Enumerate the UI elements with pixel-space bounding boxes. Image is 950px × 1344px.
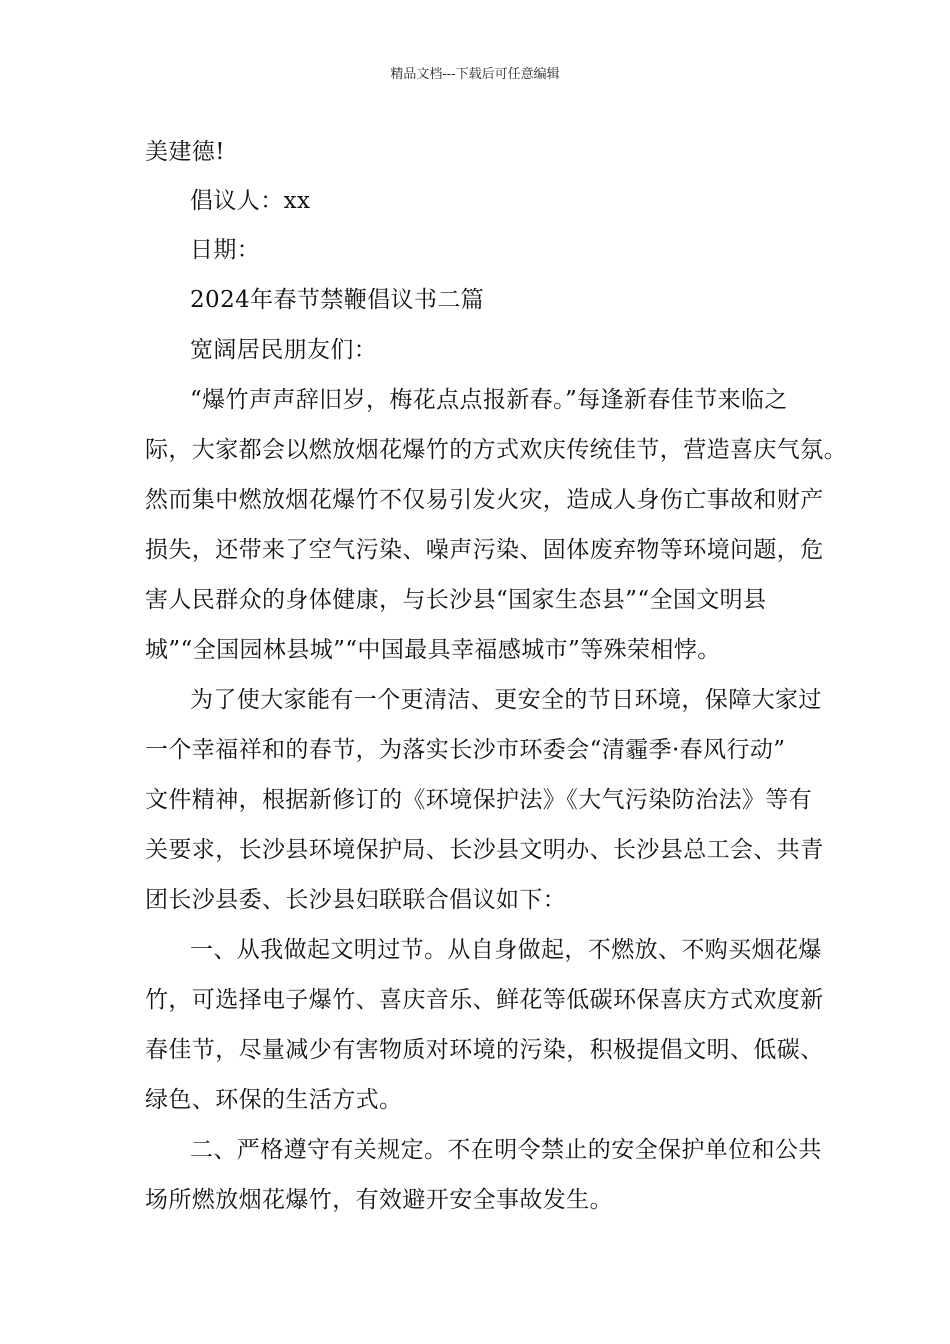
paragraph-line: 损失，还带来了空气污染、噪声污染、固体废弃物等环境问题，危 [145, 537, 824, 563]
salutation: 宽阔居民朋友们： [190, 337, 378, 363]
date-line: 日期： [190, 237, 261, 263]
paragraph-line: 然而集中燃放烟花爆竹不仅易引发火灾，造成人身伤亡事故和财产 [145, 487, 824, 513]
paragraph-line: 一个幸福祥和的春节，为落实长沙市环委会“清霾季·春风行动” [145, 737, 786, 763]
paragraph-line: 场所燃放烟花爆竹，有效避开安全事故发生。 [145, 1187, 613, 1213]
paragraph-line: 文件精神，根据新修订的《环境保护法》《大气污染防治法》等有 [145, 787, 813, 813]
proposer-line: 倡议人：xx [190, 188, 311, 214]
closing-line: 美建德! [145, 139, 225, 165]
paragraph-line: 团长沙县委、长沙县妇联联合倡议如下： [145, 887, 567, 913]
paragraph-line: 绿色、环保的生活方式。 [145, 1087, 403, 1113]
page-header: 精品文档---下载后可任意编辑 [390, 67, 560, 82]
paragraph-line: 城”“全国园林县城”“中国最具幸福感城市”等殊荣相悖。 [145, 637, 721, 663]
paragraph-line: 竹，可选择电子爆竹、喜庆音乐、鲜花等低碳环保喜庆方式欢度新 [145, 987, 824, 1013]
paragraph-line: “爆竹声声辞旧岁，梅花点点报新春。”每逢新春佳节来临之 [190, 387, 788, 413]
paragraph-line: 害人民群众的身体健康，与长沙县“国家生态县”“全国文明县 [145, 587, 767, 613]
paragraph-line: 一、从我做起文明过节。从自身做起，不燃放、不购买烟花爆 [190, 937, 822, 963]
section-title: 2024年春节禁鞭倡议书二篇 [190, 287, 485, 313]
paragraph-line: 关要求，长沙县环境保护局、长沙县文明办、长沙县总工会、共青 [145, 837, 824, 863]
paragraph-line: 春佳节，尽量减少有害物质对环境的污染，积极提倡文明、低碳、 [145, 1037, 824, 1063]
paragraph-line: 为了使大家能有一个更清洁、更安全的节日环境，保障大家过 [190, 687, 822, 713]
paragraph-line: 际，大家都会以燃放烟花爆竹的方式欢庆传统佳节，营造喜庆气氛。 [145, 437, 847, 463]
paragraph-line: 二、严格遵守有关规定。不在明令禁止的安全保护单位和公共 [190, 1137, 822, 1163]
